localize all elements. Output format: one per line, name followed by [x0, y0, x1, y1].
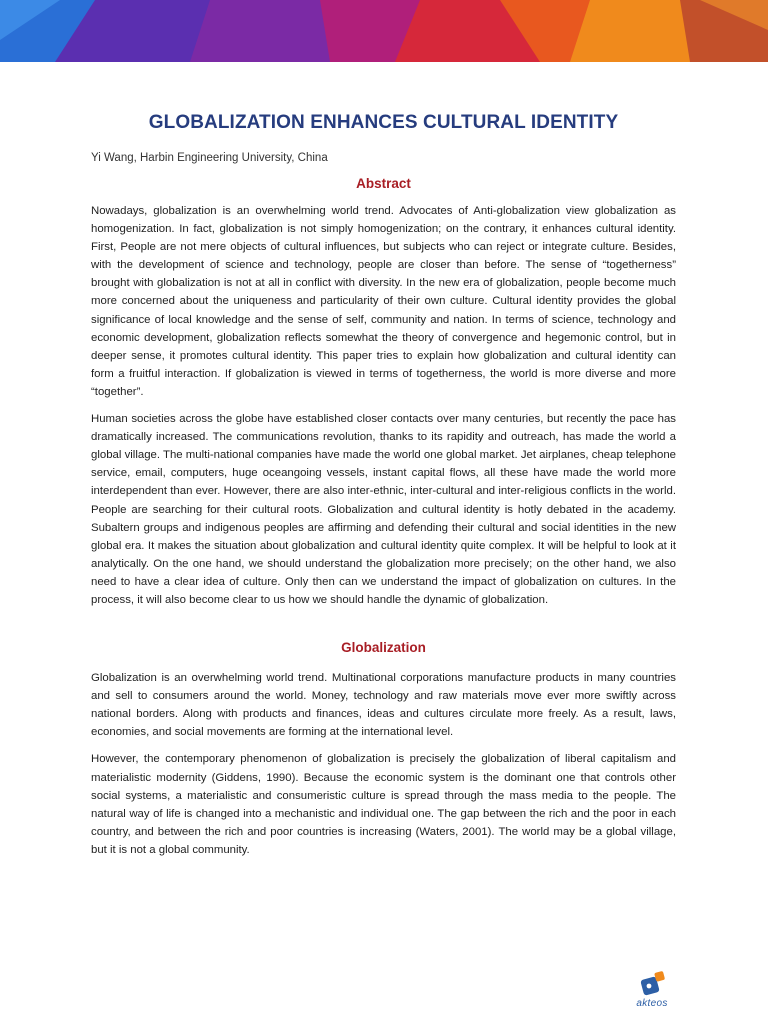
paper-title: GLOBALIZATION ENHANCES CULTURAL IDENTITY [148, 112, 619, 133]
abstract-paragraph: Nowadays, globalization is an overwhelming world trend. Advocates of Anti-globalization view globalization as homogenization. In fact, globalization is not simply homogenization; on the contrary, it enhances cultural identity. First, People are not mere objects of cultural influences, but subjects who can reject or integrate culture. Besides, with the development of science and technology, people are closer than before. The sense of “togetherness” brought with globalization is not at all in conflict with diversity. In the new era of globalization, people become much more concerned about the uniqueness and particularity of their own culture. Cultural identity provides the global significance of local knowledge and the sense of self, community and nation. In terms of science, technology and economic development, globalization reflects somewhat the theory of convergence and hegemonic control, but in deeper sense, it promotes cultural identity. This paper tries to explain how globalization and cultural identity can form a fruitful interaction. If globalization is viewed in terms of togetherness, the world is more diverse and more “together”. [91, 205, 676, 398]
paper-body [91, 108, 676, 868]
logo-text: akteos [636, 998, 668, 1009]
banner-graphic [0, 0, 768, 62]
abstract-heading: Abstract [356, 176, 411, 191]
globalization-heading: Globalization [341, 640, 426, 656]
author-line: Yi Wang, Harbin Engineering University, China [91, 152, 328, 164]
akteos-logo [632, 970, 672, 1016]
globalization-paragraph-1: Globalization is an overwhelming world trend. Multinational corporations manufacture products in many countries and sell to consumers around the world. Money, technology and raw materials move ever more swiftly across national borders. Along with products and finances, ideas and cultures circulate more freely. As a result, laws, economies, and social movements are forming at the international level. [91, 672, 676, 739]
logo-icon [632, 970, 672, 998]
header-banner [0, 0, 768, 62]
globalization-paragraph-2: However, the contemporary phenomenon of globalization is precisely the globalization of liberal capitalism and materialistic modernity (Giddens, 1990). Because the economic system is the dominant one that controls other social systems, a materialistic and consumeristic culture is spread through the mass media to the people. The natural way of life is changed into a mechanistic and individual one. The gap between the rich and the poor in each country, and between the rich and poor countries is increasing (Waters, 2001). The world may be a global village, but it is not a global community. [91, 753, 676, 856]
intro-paragraph: Human societies across the globe have established closer contacts over many centuries, but recently the pace has dramatically increased. The communications revolution, thanks to its rapidity and outreach, has made the world a global village. The multi-national companies have made the world one global market. Jet airplanes, cheap telephone service, email, computers, huge oceangoing vessels, instant capital flows, all these have made the world more interdependent than ever. However, there are also inter-ethnic, inter-cultural and inter-religious conflicts in the world. People are searching for their cultural roots. Globalization and cultural identity is hotly debated in the academy. Subaltern groups and indigenous peoples are affirming and defending their cultural and social identities in the new global era. It makes the situation about globalization and cultural identity quite complex. It will be helpful to look at it analytically. On the one hand, we should understand the globalization more precisely; on the other hand, we also need to have a clear idea of culture. Only then can we understand the impact of globalization on cultures. In the process, it will also become clear to us how we should handle the dynamic of globalization. [91, 413, 676, 606]
